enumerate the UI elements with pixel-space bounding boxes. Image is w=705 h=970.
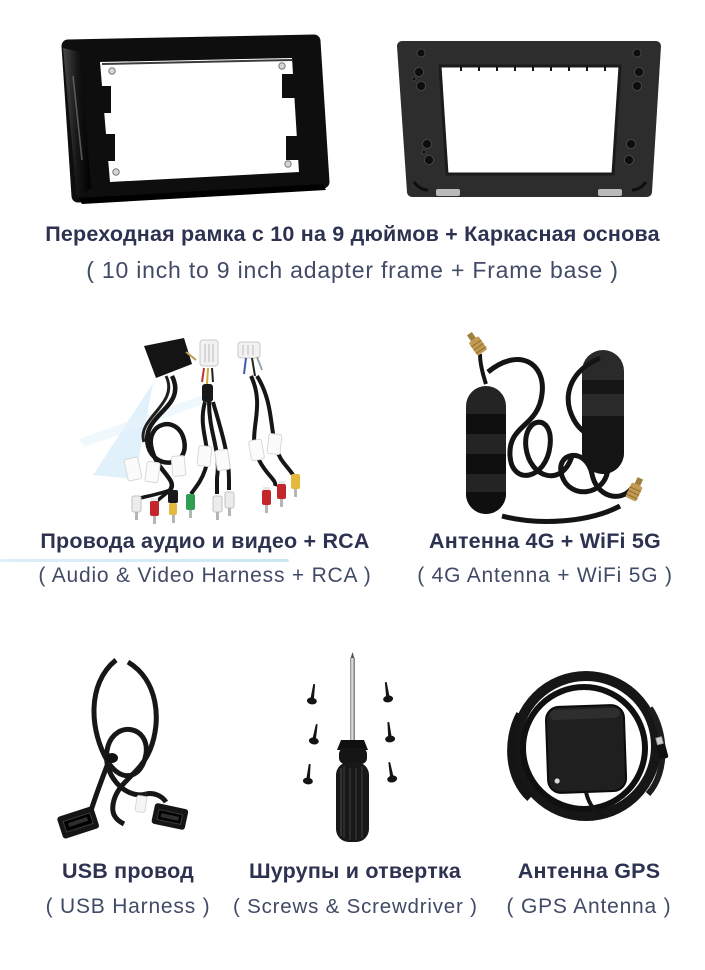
caption-antenna-en: ( 4G Antenna + WiFi 5G ) <box>417 564 673 587</box>
caption-screws-en: ( Screws & Screwdriver ) <box>233 895 478 918</box>
caption-frames-ru: Переходная рамка с 10 на 9 дюймов + Каркасная основа <box>45 222 660 246</box>
caption-screws-ru: Шурупы и отвертка <box>248 859 462 883</box>
caption-usb-en: ( USB Harness ) <box>45 895 211 918</box>
caption-usb-ru: USB провод <box>61 859 195 883</box>
rca-harness-photo <box>116 330 316 530</box>
caption-cables-en: ( Audio & Video Harness + RCA ) <box>38 564 372 587</box>
4g-wifi-antenna-photo <box>450 328 662 532</box>
screws-screwdriver-photo <box>286 652 424 852</box>
gps-antenna-photo <box>490 656 688 846</box>
usb-harness-photo <box>50 650 222 854</box>
caption-frames-en: ( 10 inch to 9 inch adapter frame + Frame base ) <box>86 257 619 283</box>
caption-antenna-ru: Антенна 4G + WiFi 5G <box>429 529 661 553</box>
adapter-frame-photo <box>46 34 338 204</box>
caption-cables-ru: Провода аудио и видео + RCA <box>40 529 370 553</box>
caption-gps-ru: Антенна GPS <box>517 859 661 883</box>
caption-gps-en: ( GPS Antenna ) <box>506 895 672 918</box>
frame-base-photo <box>384 36 676 206</box>
